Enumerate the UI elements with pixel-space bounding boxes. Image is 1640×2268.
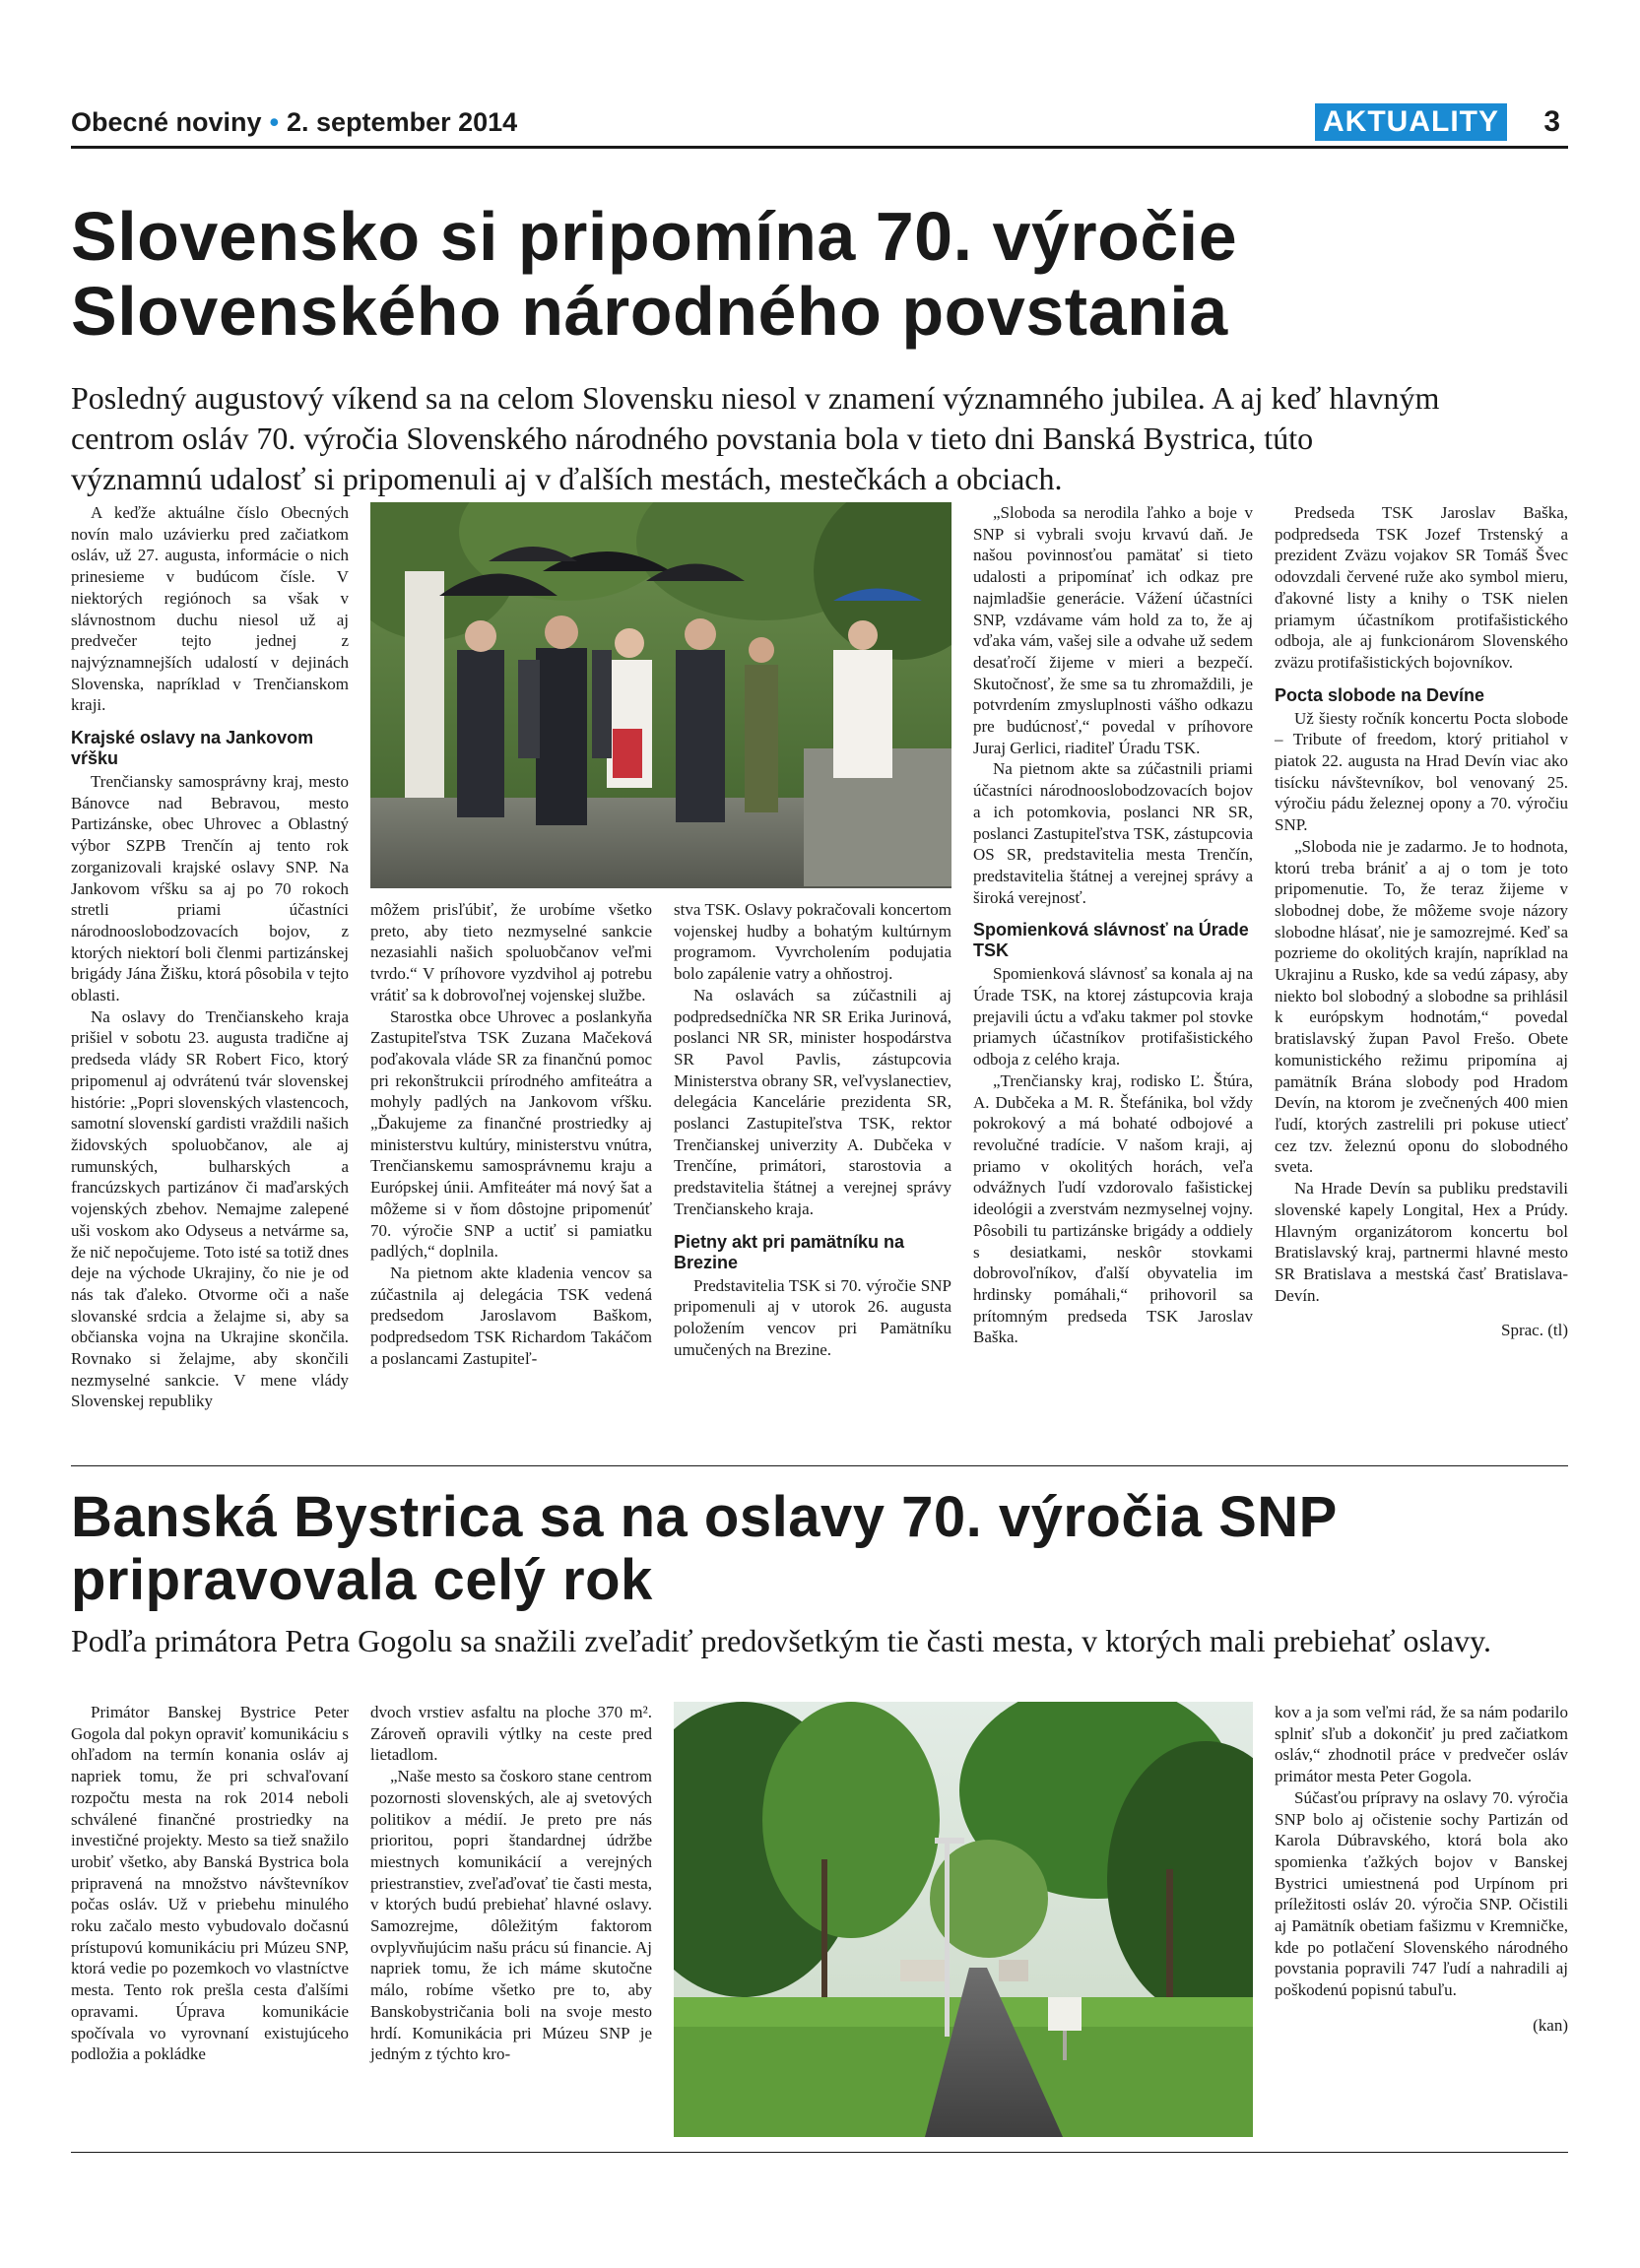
paragraph: Na pietnom akte kladenia vencov sa zúčastnila aj delegácia TSK vedená predsedom Jaroslavom Baškom, podpredsedom TSK Richardom Takáčom a poslancami Zastupiteľ- (370, 1263, 652, 1368)
paragraph: Predstavitelia TSK si 70. výročie SNP pripomenuli aj v utorok 26. augusta položením vencov pri Pamätníku umučených na Brezine. (674, 1275, 951, 1359)
paragraph: Predseda TSK Jaroslav Baška, podpredseda TSK Jozef Trstenský a prezident Zväzu vojakov SR Tomáš Švec odovzdali červené ruže ako symbol mieru, ďakovné listy a knihy o TSK nielen priamym účastníkom protifašistického odboja, ale aj funkcionárom Slovenského zväzu protifašistických bojovníkov. (1275, 503, 1568, 672)
paragraph: Na oslavy do Trenčianskeho kraja prišiel v sobotu 23. augusta tradične aj predseda vlády SR Robert Fico, ktorý pripomenul aj odvrátenú tvár slovenskej histórie: „Popri slovenských vlastencoch, samotní slovenskí gardisti vraždili našich židovských spoluobčanov, ale aj rumunských, bulharských a francúzskych partizánov či maďarských vojenských zbehov. Nemajme zalepené uši voskom ako Odyseus a netvárme sa, že nič nepočujeme. Toto isté sa totiž dnes deje na východe Ukrajiny, čo nie je od nás tak ďaleko. Otvorme oči a naše slovanské srdcia a želajme si, aby sa občianska vojna na Ukrajine skončila. Rovnako si želajme, aby skončili nezmyselné sankcie. V mene vlády Slovenskej republiky (71, 1006, 349, 1411)
page-number: 3 (1543, 105, 1560, 138)
article2-lead (71, 1621, 1568, 1661)
road-photo-icon (674, 1702, 1253, 2137)
paragraph: Primátor Banskej Bystrice Peter Gogola dal pokyn opraviť komunikáciu s ohľadom na termín konania osláv aj napriek tomu, že pri schvaľovaní rozpočtu mesta na rok 2014 neboli schválené finančné prostriedky na investičné projekty. Mesto sa tiež snažilo urobiť všetko, aby Banská Bystrica bola pripravená na množstvo návštevníkov počas osláv. Už v priebehu minulého roku začalo mesto vybudovalo dočasnú prístupovú komunikáciu pri Múzeu SNP, ktorá vedie po pozemkoch vo vlastníctve mesta. Tento rok prešla cesta ďalšími opravami. Úprava komunikácie spočívala vo vyrovnaní existujúceho podložia a pokládke (71, 1703, 349, 2064)
article2-title-line: pripravovala celý rok (71, 1548, 653, 1612)
paragraph: Súčasťou prípravy na oslavy 70. výročia SNP bolo aj očistenie sochy Partizán od Karola Dúbravského, ktorá bola ako spomienka ťažkých bojov v Banskej Bystrici umiestnená pod Urpínom pri príležitosti osláv 20. výročia SNP. Očistili aj Pamätník obetiam fašizmu v Kremničke, kde po potlačení Slovenského národného povstania popravili 747 ľudí a nahradili aj poškodenú popisnú tabuľu. (1275, 1787, 1568, 2000)
ceremony-photo (370, 502, 951, 888)
article1-column-5 (1275, 502, 1568, 1341)
paragraph: „Naše mesto sa čoskoro stane centrom pozornosti slovenských, ale aj svetových politikov a médií. Je preto pre nás prioritou, popri štandardnej údržbe miestnych komunikácií a verejných priestranstiev, zveľaďovať tie časti mesta, v ktorých budú prebiehať hlavné oslavy. Samozrejme, dôležitým faktorom ovplyvňujúcim našu prácu sú financie. Aj napriek tomu, že ich máme skutočne málo, robíme všetko pre to, aby Banskobystričania boli na svoje mesto hrdí. Komunikácia pri Múzeu SNP je jedným z týchto kro- (370, 1767, 652, 2064)
article2-lead-line: Podľa primátora Petra Gogolu sa snažili zveľadiť predovšetkým tie časti mesta, v ktorých mali prebiehať oslavy. (71, 1623, 1491, 1658)
article1-lead-line: centrom osláv 70. výročia Slovenského národného povstania bola v tieto dni Banská Bystrica, túto (71, 421, 1314, 456)
paragraph: „Trenčiansky kraj, rodisko Ľ. Štúra, A. Dubčeka a M. R. Štefánika, bol vždy pokrokový a má bohaté odbojové a revolučné tradície. V našom kraji, aj priamo v okolitých horách, veľa odvážnych ľudí vzdorovalo fašistickej ideológii a zverstvám nezmyselnej vojny. Pôsobili tu partizánske brigády a oddiely s desiatkami, neskôr stovkami dobrovoľníkov, ďalší obyvatelia im hrdinsky pomáhali,“ prihovoril sa prítomným predseda TSK Jaroslav Baška. (973, 1070, 1253, 1347)
ceremony-photo-icon (370, 502, 951, 888)
paragraph: Už šiesty ročník koncertu Pocta slobode – Tribute of freedom, ktorý pritiahol v piatok 22. augusta na Hrad Devín viac ako tisícku návštevníkov, bol venovaný 25. výročiu pádu železnej opony a 70. výročiu SNP. (1275, 708, 1568, 835)
article2-title-line: Banská Bystrica sa na oslavy 70. výročia SNP (71, 1485, 1338, 1549)
paper-name: Obecné noviny (71, 107, 262, 137)
article1-column-2 (370, 899, 652, 1369)
subheading: Pietny akt pri pamätníku na Brezine (674, 1231, 905, 1272)
article1-lead (71, 378, 1568, 499)
article1-title-line: Slovensko si pripomína 70. výročie (71, 198, 1238, 275)
paragraph: Spomienková slávnosť sa konala aj na Úrade TSK, na ktorej zástupcovia kraja prejavili úctu a vďaku takmer pol stovke priamych účastníkov protifašistického odboja z celého kraja. (973, 964, 1253, 1069)
paragraph: môžem prisľúbiť, že urobíme všetko preto, aby tieto nezmyselné sankcie nezasiahli našich spoluobčanov veľmi tvrdo.“ V príhovore vyzdvihol aj potrebu vrátiť sa k dobrovoľnej vojenskej službe. (370, 900, 652, 1004)
subheading: Pocta slobode na Devíne (1275, 684, 1485, 705)
article2-signature: (kan) (1533, 2015, 1568, 2035)
paragraph: A keďže aktuálne číslo Obecných novín malo uzávierku pred začiatkom osláv, už 27. augusta, informácie o nich prinesieme v budúcom čísle. V niektorých regiónoch sa však v slávnostnom duchu niesol už aj predvečer tejto jednej z najvýznamnejších udalostí v dejinách Slovenska, napríklad v Trenčianskom kraji. (71, 503, 349, 715)
paragraph: „Sloboda sa nerodila ľahko a boje v SNP si vybrali svoju krvavú daň. Je našou povinnosťou pamätať si tieto udalosti a pripomínať ich odkaz pre najmladšie generácie. Vážení účastníci SNP, vzdávame vám hold za to, že aj vďaka vám, vašej sile a odvahe už sedem desaťročí žijeme v mieri a bezpečí. Skutočnosť, že sme sa tu zhromaždili, je potvrdením zmysluplnosti vášho odkazu pre budúcnosť,“ povedal v príhovore Juraj Gerlici, riaditeľ Úradu TSK. (973, 503, 1253, 757)
article1-lead-line: významnú udalosť si pripomenuli aj v ďalších mestách, mestečkách a obciach. (71, 461, 1063, 496)
section-label: AKTUALITY (1315, 103, 1507, 141)
paragraph: Trenčiansky samosprávny kraj, mesto Bánovce nad Bebravou, mesto Partizánske, obec Uhrovec a Oblastný výbor SZPB Trenčín aj tento rok zorganizovali krajské oslavy SNP. Na Jankovom vŕšku sa aj po 70 rokoch stretli priami účastníci národnooslobodzovacích bojov, z ktorých niektorí boli členmi partizánskej brigády Jána Žišku, ktorá pôsobila v tejto oblasti. (71, 772, 349, 1005)
paragraph: Na pietnom akte sa zúčastnili priami účastníci národnooslobodzovacích bojov a ich potomkovia, poslanci NR SR, poslanci Zastupiteľstva TSK, zástupcovia OS SR, predstavitelia mesta Trenčín, predstavitelia štátnej a verejnej správy a široká verejnosť. (973, 759, 1253, 907)
article1-column-4 (973, 502, 1253, 1348)
article1-title (71, 199, 1237, 349)
masthead (71, 103, 1568, 149)
paragraph: Starostka obce Uhrovec a poslankyňa Zastupiteľstva TSK Zuzana Mačeková poďakovala vláde SR za finančnú pomoc pri rekonštrukcii prírodného amfiteátra a mohyly padlých na Jankovom vŕšku. „Ďakujeme za finančné prostriedky aj ministerstvu kultúry, ministerstvu vnútra, Trenčianskemu samosprávnemu kraju a Európskej únii. Amfiteáter má nový šat a môžeme si v ňom dôstojne pripomenúť 70. výročie SNP a uctiť si pamiatku padlých,“ doplnila. (370, 1006, 652, 1262)
article1-title-line: Slovenského národného povstania (71, 273, 1228, 350)
paragraph: Na oslavách sa zúčastnili aj podpredsedníčka NR SR Erika Jurinová, poslanci NR SR, minister hospodárstva SR Pavol Pavlis, zástupcovia Ministerstva obrany SR, veľvyslanectiev, delegácia Kancelárie prezidenta SR, poslanci Zastupiteľstva TSK, rektor Trenčianskej univerzity A. Dubčeka v Trenčíne, primátori, starostovia a predstavitelia štátnej a verejnej správy Trenčianskeho kraja. (674, 985, 951, 1218)
issue-date: 2. september 2014 (287, 107, 518, 137)
paragraph: kov a ja som veľmi rád, že sa nám podarilo splniť sľub a dokončiť ju pred začiatkom osláv,“ zhodnotil práce v predvečer osláv primátor mesta Peter Gogola. (1275, 1703, 1568, 1786)
article2-column-5 (1275, 1702, 1568, 2037)
paragraph: Na Hrade Devín sa publiku predstavili slovenské kapely Longital, Hex a Prúdy. Hlavným organizátorom koncertu bol Bratislavský kraj, partnermi hlavné mesto SR Bratislava a mestská časť Bratislava-Devín. (1275, 1179, 1568, 1305)
masthead-left (71, 107, 517, 138)
subheading: Spomienková slávnosť na Úrade TSK (973, 920, 1249, 961)
article2-column-1 (71, 1702, 349, 2065)
article1-column-1 (71, 502, 349, 1412)
article2-title (71, 1486, 1338, 1612)
subheading: Krajské oslavy na Jankovom vŕšku (71, 728, 314, 769)
paragraph: stva TSK. Oslavy pokračovali koncertom vojenskej hudby a bohatým kultúrnym programom. Vyvrcholením podujatia bolo zapálenie vatry a ohňostroj. (674, 900, 951, 984)
article-divider (71, 1465, 1568, 1466)
road-photo (674, 1702, 1253, 2137)
page-bottom-divider (71, 2152, 1568, 2153)
article1-lead-line: Posledný augustový víkend sa na celom Slovensku niesol v znamení významného jubilea. A aj keď hlavným (71, 380, 1440, 416)
article2-column-2 (370, 1702, 652, 2065)
article1-column-3 (674, 899, 951, 1360)
masthead-separator: • (269, 107, 280, 137)
article1-signature: Sprac. (tl) (1501, 1321, 1568, 1340)
paragraph: „Sloboda nie je zadarmo. Je to hodnota, ktorú treba brániť a aj o tom je toto pripomenutie. To, že teraz žijeme v slobodnej dobe, že môžeme svoje názory slobodne hlásať, nie je samozrejmé. Keď sa pozrieme do okolitých krajín, napríklad na Ukrajinu a Rusko, kde sa vedú zápasy, aby niekto bol slobodný a slobodne sa prihlásil k európskym hodnotám,“ povedal bratislavský župan Pavol Frešo. Obete komunistického režimu pripomína aj pamätník Brána slobody pod Hradom Devín, na ktorom je zvečnených 400 mien ľudí, ktorých zastrelili pri pokuse utiecť cez tzv. železnú oponu do slobodného sveta. (1275, 836, 1568, 1177)
paragraph: dvoch vrstiev asfaltu na ploche 370 m². Zároveň opravili výtlky na ceste pred lietadlom. (370, 1703, 652, 1765)
